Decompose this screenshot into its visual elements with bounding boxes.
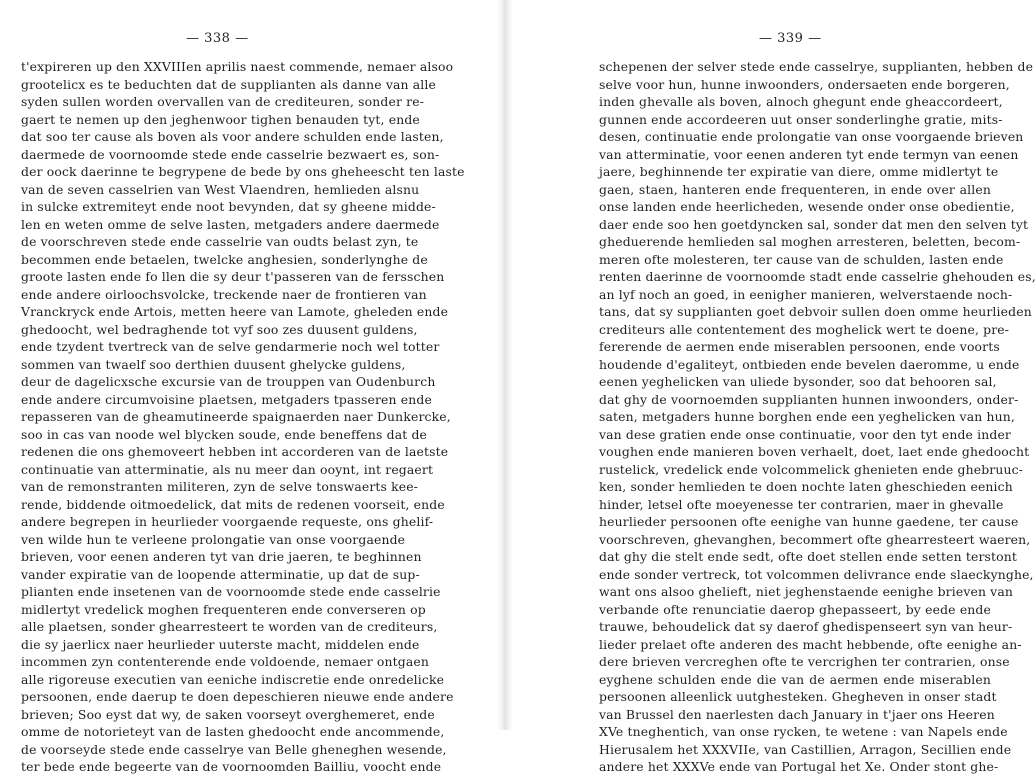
text-line: brieven, voor eenen anderen tyt van drie jaeren, te beghinnen	[21, 549, 422, 564]
text-line: incommen zyn contenterende ende voldoende, nemaer ontgaen	[21, 654, 429, 669]
text-line: andere het XXXVe ende van Portugal het Xe. Onder stont ghe-	[599, 759, 999, 774]
text-line: rende, biddende oitmoedelick, dat mits de redenen voorseit, ende	[21, 496, 445, 512]
text-line: ende andere circumvoisine plaetsen, metgaders tpasseren ende	[21, 391, 432, 407]
text-line: van atterminatie, voor eenen anderen tyt ende termyn van eenen	[599, 146, 1019, 162]
text-line: repasseren van de gheamutineerde spaignaerden naer Dunkercke,	[21, 409, 451, 424]
text-line: continuatie van atterminatie, als nu meer dan ooynt, int regaert	[21, 461, 434, 477]
left-page	[0, 0, 505, 774]
text-line: de voorseyde stede ende casselrye van Belle gheneghen wesende,	[21, 741, 447, 757]
text-line: len en weten omme de selve lasten, metgaders andere daermede	[21, 216, 440, 232]
text-line: houdende d'egaliteyt, ontbieden ende bevelen daeromme, u ende	[599, 356, 1020, 372]
right-page	[505, 0, 1036, 774]
text-line: tans, dat sy supplianten goet debvoir sullen doen omme heurlieden	[599, 304, 1032, 319]
text-line: ende tzydent tvertreck van de selve gendarmerie noch wel totter	[21, 339, 440, 354]
text-line: vander expiratie van de loopende atterminatie, up dat de sup-	[21, 566, 420, 582]
text-line: omme de notorieteyt van de lasten ghedoocht ende ancommende,	[21, 724, 445, 739]
text-line: andere begrepen in heurlieder voorgaende requeste, ons ghelif-	[21, 514, 434, 529]
text-line: XVe tneghentich, van onse rycken, te wetene : van Napels ende	[599, 724, 1008, 739]
right-page-text	[599, 58, 1036, 776]
text-line: redenen die ons ghemoveert hebben int accorderen van de laetste	[21, 444, 449, 459]
text-line: brieven; Soo eyst dat wy, de saken voorseyt overghemeret, ende	[21, 706, 435, 722]
text-line: eenen yeghelicken van uliede bysonder, soo dat behooren sal,	[599, 374, 997, 389]
text-line: Vranckryck ende Artois, metten heere van Lamote, gheleden ende	[21, 304, 449, 319]
text-line: hinder, letsel ofte moeyenesse ter contrarien, maer in ghevalle	[599, 496, 1004, 512]
text-line: soo in cas van noode wel blycken soude, ende beneffens dat de	[21, 426, 428, 442]
text-line: persoonen alleenlick uutghesteken. Ghegheven in onser stadt	[599, 689, 997, 704]
text-line: sommen van twaelf soo derthien duusent ghelycke guldens,	[21, 356, 406, 372]
text-line: ter bede ende begeerte van de voornoomden Bailliu, voocht ende	[21, 759, 442, 774]
text-line: ende sonder vertreck, tot volcommen delivrance ende slaeckynghe,	[599, 566, 1034, 582]
text-line: van de seven casselrien van West Vlaendren, hemlieden alsnu	[21, 181, 420, 197]
text-line: dat soo ter cause als boven als voor andere schulden ende lasten,	[21, 129, 444, 144]
text-line: voughen ende manieren boven verhaelt, doet, laet ende ghedoocht	[599, 444, 1030, 459]
text-line: becommen ende betaelen, twelcke anghesien, sonderlynghe de	[21, 251, 428, 267]
text-line: van Brussel den naerlesten dach January in t'jaer ons Heeren	[599, 706, 995, 722]
text-line: alle plaetsen, sonder ghearresteert te worden van de crediteurs,	[21, 619, 438, 634]
text-line: ken, sonder hemlieden te doen nochte laten gheschieden eenich	[599, 479, 1013, 494]
text-line: meren ofte molesteren, ter cause van de schulden, lasten ende	[599, 251, 1004, 267]
text-line: ghedoocht, wel bedraghende tot vyf soo zes duusent guldens,	[21, 321, 418, 337]
text-line: gunnen ende accordeeren uut onser sonderlinghe gratie, mits-	[599, 111, 1003, 127]
text-line: fererende de aermen ende miserablen persoonen, ende voorts	[599, 339, 1000, 354]
text-line: alle rigoreuse executien van eeniche indiscretie ende onredelicke	[21, 671, 445, 687]
text-line: lieder prelaet ofte anderen des macht hebbende, ofte eenighe an-	[599, 636, 1022, 652]
text-line: dere brieven vercreghen ofte te vercrighen ter contrarien, onse	[599, 654, 1010, 669]
text-line: groote lasten ende fo llen die sy deur t'passeren van de fersschen	[21, 269, 445, 284]
text-line: daermede de voornoomde stede ende casselrie bezwaert es, son-	[21, 146, 440, 162]
text-line: plianten ende insetenen van de voornoomde stede ende casselrie	[21, 584, 441, 599]
text-line: die sy jaerlicx naer heurlieder uuterste macht, middelen ende	[21, 636, 420, 652]
text-line: eyghene schulden ende die van de aermen ende miserablen	[599, 671, 991, 687]
text-line: daer ende soo hen goetdyncken sal, sonder dat men den selven tyt	[599, 216, 1029, 232]
text-line: dat ghy die stelt ende sedt, ofte doet stellen ende setten terstont	[599, 549, 1018, 564]
text-line: jaere, beghinnende ter expiratie van diere, omme midlertyt te	[599, 164, 999, 179]
text-line: heurlieder persoonen ofte eenighe van hunne gaedene, ter cause	[599, 514, 1019, 529]
text-line: gaen, staen, hanteren ende frequenteren, in ende over allen	[599, 181, 991, 197]
text-line: deur de dagelicxsche excursie van de trouppen van Oudenburch	[21, 374, 436, 389]
text-line: crediteurs alle contentement des moghelick wert te doene, pre-	[599, 321, 1010, 337]
text-line: de voorschreven stede ende casselrie van oudts belast zyn, te	[21, 234, 419, 249]
text-line: ende andere oirloochsvolcke, treckende naer de frontieren van	[21, 286, 427, 302]
text-line: in sulcke extremiteyt ende noot bevynden, dat sy gheene midde-	[21, 199, 436, 214]
text-line: an lyf noch an goed, in eenigher manieren, welverstaende noch-	[599, 286, 1013, 302]
text-line: van dese gratien ende onse continuatie, voor den tyt ende inder	[599, 426, 1012, 442]
text-line: desen, continuatie ende prolongatie van onse voorgaende brieven	[599, 129, 1024, 144]
page-number-338: — 338 —	[186, 31, 249, 46]
text-line: voorschreven, ghevanghen, becommert ofte ghearresteert waeren,	[599, 531, 1031, 547]
text-line: want ons alsoo ghelieft, niet jeghenstaende eenighe brieven van	[599, 584, 1013, 599]
text-line: persoonen, ende daerup te doen depeschieren nieuwe ende andere	[21, 689, 454, 704]
text-line: van de remonstranten militeren, zyn de selve tonswaerts kee-	[21, 479, 419, 494]
text-line: gaert te nemen up den jeghenwoor tighen benauden tyt, ende	[21, 111, 420, 127]
text-line: dat ghy de voornoemden supplianten hunnen inwoonders, onder-	[599, 391, 1019, 407]
text-line: trauwe, behoudelick dat sy daerof ghedispenseert syn van heur-	[599, 619, 1013, 634]
text-line: Hierusalem het XXXVIIe, van Castillien, Arragon, Secillien ende	[599, 741, 1012, 757]
text-line: grootelicx es te beduchten dat de supplianten als danne van alle	[21, 76, 436, 92]
text-line: schepenen der selver stede ende casselrye, supplianten, hebben de	[599, 59, 1034, 74]
text-line: rustelick, vredelick ende volcommelick ghenieten ende ghebruuc-	[599, 461, 1024, 477]
text-line: selve voor hun, hunne inwoonders, ondersaeten ende borgeren,	[599, 76, 1010, 92]
text-line: renten daerinne de voornoomde stadt ende casselrie ghehouden es,	[599, 269, 1036, 284]
text-line: verbande ofte renunciatie daerop ghepasseert, by eede ende	[599, 601, 991, 617]
page-number-339: — 339 —	[759, 31, 822, 46]
text-line: inden ghevalle als boven, alnoch ghegunt ende gheaccordeert,	[599, 94, 1003, 109]
text-line: onse landen ende heerlicheden, wesende onder onse obedientie,	[599, 199, 1015, 214]
text-line: syden sullen worden overvallen van de crediteuren, sonder re-	[21, 94, 425, 109]
text-line: midlertyt vredelick moghen frequenteren ende converseren op	[21, 601, 426, 617]
text-line: der oock daerinne te begrypene de bede by ons gheheescht ten laste	[21, 164, 465, 179]
text-line: ven wilde hun te verleene prolongatie van onse voorgaende	[21, 531, 406, 547]
text-line: t'expireren up den XXVIIIen aprilis naest commende, nemaer alsoo	[21, 59, 454, 74]
text-line: saten, metgaders hunne borghen ende een yeghelicken van hun,	[599, 409, 1015, 424]
text-line: gheduerende hemlieden sal moghen arresteren, beletten, becom-	[599, 234, 1021, 249]
left-page-text	[21, 58, 465, 776]
